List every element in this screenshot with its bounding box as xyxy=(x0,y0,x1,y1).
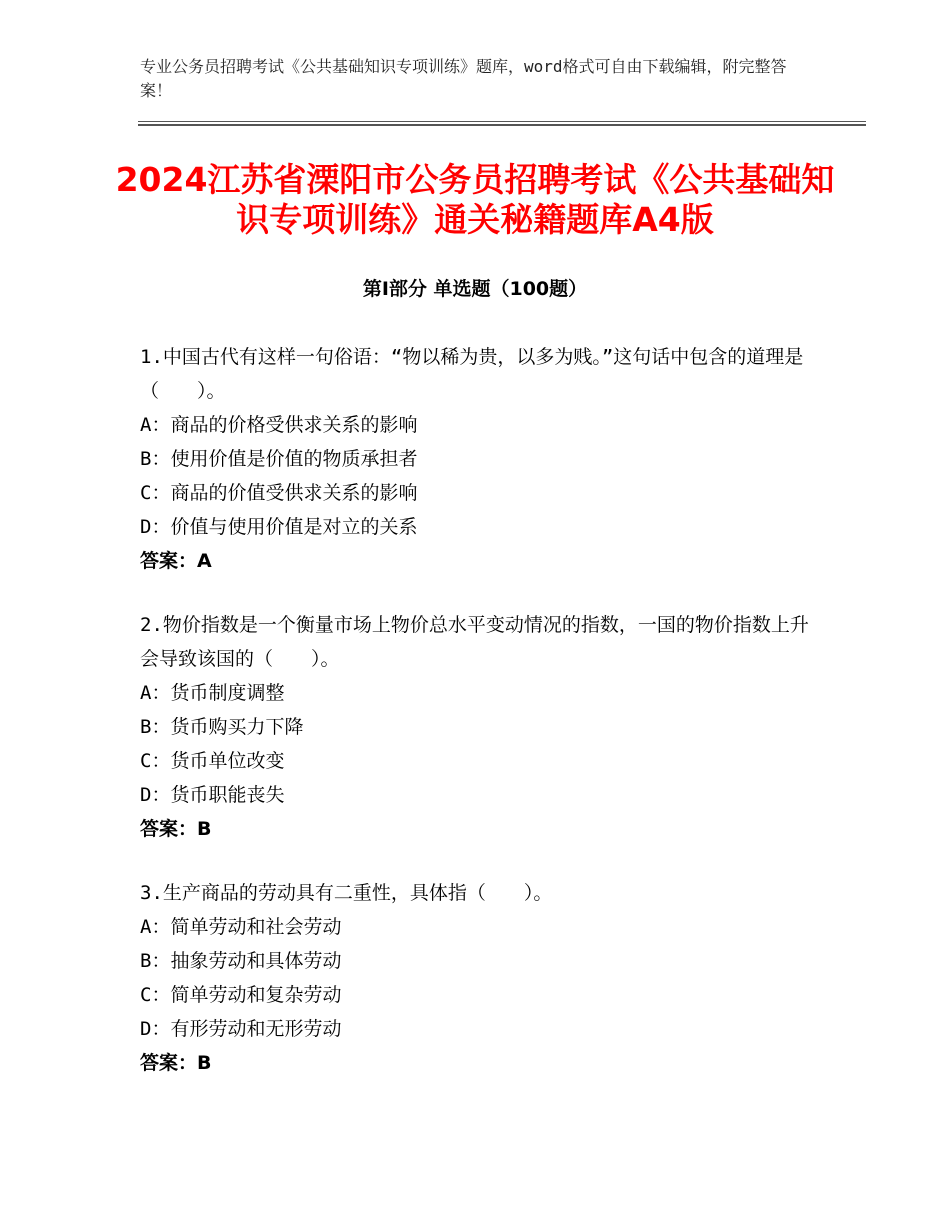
option-a: A：货币制度调整 xyxy=(140,682,285,704)
header-note: 专业公务员招聘考试《公共基础知识专项训练》题库，word格式可自由下载编辑，附完整答案！ xyxy=(140,57,787,100)
question-2 xyxy=(140,608,820,846)
question-stem: 3.生产商品的劳动具有二重性，具体指（ ）。 xyxy=(140,882,553,904)
section-heading: 第Ⅰ部分 单选题（100题） xyxy=(362,278,588,300)
option-b: B：货币购买力下降 xyxy=(140,716,304,738)
option-d: D：有形劳动和无形劳动 xyxy=(140,1018,342,1040)
option-d: D：货币职能丧失 xyxy=(140,784,285,806)
question-3 xyxy=(140,876,820,1080)
answer: 答案：B xyxy=(140,818,212,840)
option-b: B：使用价值是价值的物质承担者 xyxy=(140,448,418,470)
option-d: D：价值与使用价值是对立的关系 xyxy=(140,516,418,538)
option-c: C：商品的价值受供求关系的影响 xyxy=(140,482,418,504)
question-1 xyxy=(140,340,820,578)
header-divider xyxy=(138,121,866,122)
question-stem: 2.物价指数是一个衡量市场上物价总水平变动情况的指数，一国的物价指数上升会导致该国的（ ）。 xyxy=(140,614,809,670)
answer: 答案：A xyxy=(140,550,212,572)
document-title: 2024江苏省溧阳市公务员招聘考试《公共基础知识专项训练》通关秘籍题库A4版 xyxy=(115,160,835,239)
answer: 答案：B xyxy=(140,1052,212,1074)
question-stem: 1.中国古代有这样一句俗语：“物以稀为贵，以多为贱。”这句话中包含的道理是（ ）。 xyxy=(140,346,804,402)
question-list xyxy=(140,340,820,1110)
option-c: C：简单劳动和复杂劳动 xyxy=(140,984,342,1006)
option-a: A：简单劳动和社会劳动 xyxy=(140,916,342,938)
header-divider-thick xyxy=(138,124,866,126)
option-b: B：抽象劳动和具体劳动 xyxy=(140,950,342,972)
option-a: A：商品的价格受供求关系的影响 xyxy=(140,414,418,436)
option-c: C：货币单位改变 xyxy=(140,750,285,772)
